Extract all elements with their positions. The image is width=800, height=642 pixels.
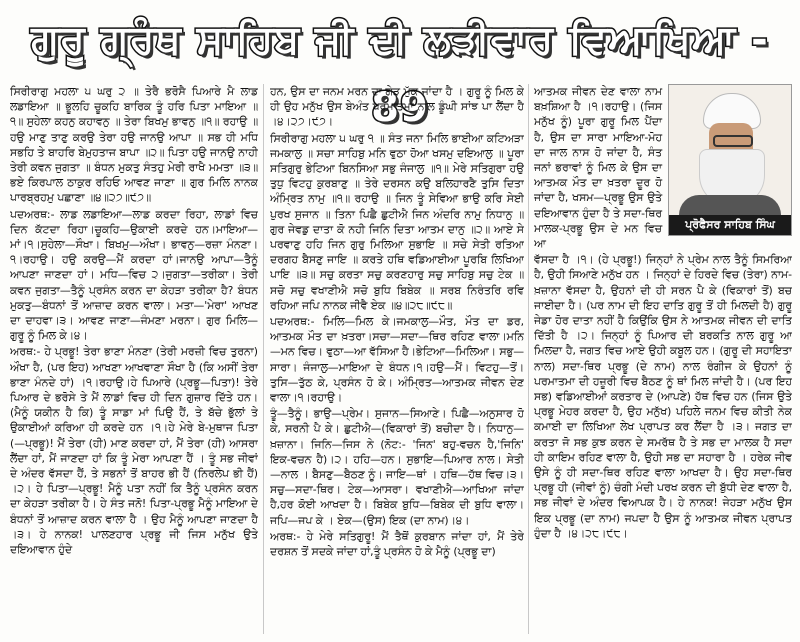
word-meanings: ਪਦਅਰਥ:- ਮਿਲਿ—ਮਿਲ ਕੇ।ਜਮਕਾਲੁ—ਮੌਤ, ਮੌਤ ਦਾ ਡਰ, ਆਤਮਕ ਮੌਤ ਦਾ ਖ਼ਤਰਾ।ਸਚਾ—ਸਦਾ—ਥਿਰ ਰਹਿਣ ਵਾਲਾ।ਮਨਿ—ਮਨ ਵਿਚ। ਵੁਠਾ—ਆ ਵੱਸਿਆ ਹੈ।ਭੇਟਿਆ—ਮਿਲਿਆ। ਸਭੁ—ਸਾਰਾ। ਜੰਜਾਲੁ—ਮਾਇਆ ਦੇ ਬੰਧਨ।੧।ਹਉ—ਮੈਂ। ਵਿਟਹੁ—ਤੋਂ। ਤੁਸਿ—ਤੁੱਠ ਕੇ, ਪ੍ਰਸੰਨ ਹੋ ਕੇ। ਅੰਮ੍ਰਿਤ—ਆਤਮਕ ਜੀਵਨ ਦੇਣ ਵਾਲਾ।੧।ਰਹਾਉ। bbox=[270, 315, 524, 405]
column-divider bbox=[528, 84, 529, 634]
meaning-continued: ਆਤਮਕ ਜੀਵਨ ਦੇਣ ਵਾਲਾ ਨਾਮ ਬਖ਼ਸ਼ਿਆ ਹੈ ।੧।ਰਹਾਉ। (ਜਿਸ ਮਨੁੱਖ ਨੂੰ) ਪੂਰਾ ਗੁਰੂ ਮਿਲ ਪੈਂਦਾ ਹੈ, ਉਸ ਦਾ ਸਾਰਾ ਮਾਇਆ-ਮੋਹ ਦਾ ਜਾਲ ਨਾਸ ਹੋ ਜਾਂਦਾ ਹੈ, ਸੰਤ ਜਨਾਂ ਭਰਾਵਾਂ ਨੂੰ ਮਿਲ ਕੇ ਉਸ ਦਾ ਆਤਮਕ ਮੌਤ ਦਾ ਖ਼ਤਰਾ ਦੂਰ ਹੋ ਜਾਂਦਾ ਹੈ, ਖਸਮ—ਪ੍ਰਭੂ ਉਸ ਉਤੇ ਦਇਆਵਾਨ ਹੁੰਦਾ ਹੈ ਤੇ ਸਦਾ-ਥਿਰ ਮਾਲਕ-ਪ੍ਰਭੂ ਉਸ ਦੇ ਮਨ ਵਿਚ ਆ bbox=[534, 85, 662, 251]
photo-caption: ਪ੍ਰੋਫੈਸਰ ਸਾਹਿਬ ਸਿੰਘ bbox=[669, 215, 791, 235]
gurbani-verse: ਸਿਰੀਰਾਗੁ ਮਹਲਾ ੫ ਘਰੁ ੨ ॥ ਤੇਰੈ ਭਰੋਸੈ ਪਿਆਰੇ ਮੈ ਲਾਡ ਲਡਾਇਆ ॥ ਭੂਲਹਿ ਚੂਕਹਿ ਬਾਰਿਕ ਤੂੰ ਹਰਿ ਪਿਤਾ ਮਾਇਆ ॥੧॥ ਸੁਹੇਲਾ ਕਹਨੁ ਕਹਾਵਨੁ ॥ ਤੇਰਾ ਬਿਖਮੁ ਭਾਵਨੁ ॥੧॥ ਰਹਾਉ ॥ ਹਉ ਮਾਣੁ ਤਾਣੁ ਕਰਉ ਤੇਰਾ ਹਉ ਜਾਨਉ ਆਪਾ ॥ ਸਭ ਹੀ ਮਧਿ ਸਭਹਿ ਤੇ ਬਾਹਰਿ ਬੇਮੁਹਤਾਜ ਬਾਪਾ ॥੨॥ ਪਿਤਾ ਹਉ ਜਾਨਉ ਨਾਹੀ ਤੇਰੀ ਕਵਨ ਜੁਗਤਾ ॥ ਬੰਧਨ ਮੁਕਤੁ ਸੰਤਹੁ ਮੇਰੀ ਰਾਖੈ ਮਮਤਾ ॥੩॥ ਭਏ ਕਿਰਪਾਲ ਠਾਕੁਰ ਰਹਿਓ ਆਵਣ ਜਾਣਾ ॥ ਗੁਰ ਮਿਲਿ ਨਾਨਕ ਪਾਰਬ੍ਰਹਮੁ ਪਛਾਣਾ ॥੪॥੨੭॥੯੭॥ bbox=[10, 85, 258, 205]
meaning-paragraph: ਵੱਸਦਾ ਹੈ ।੧। (ਹੇ ਪ੍ਰਭੂ!) ਜਿਨ੍ਹਾਂ ਨੇ ਪ੍ਰੇਮ ਨਾਲ ਤੈਨੂੰ ਸਿਮਰਿਆ ਹੈ, ਉਹੀ ਸਿਆਣੇ ਮਨੁੱਖ ਹਨ । ਜਿਨ੍ਹਾਂ ਦੇ ਹਿਰਦੇ ਵਿਚ (ਤੇਰਾ) ਨਾਮ-ਖ਼ਜ਼ਾਨਾ ਵੱਸਦਾ ਹੈ, ਉਹਨਾਂ ਦੀ ਹੀ ਸਰਨ ਪੈ ਕੇ (ਵਿਕਾਰਾਂ ਤੋਂ) ਬਚ ਜਾਈਦਾ ਹੈ। (ਪਰ ਨਾਮ ਦੀ ਇਹ ਦਾਤਿ ਗੁਰੂ ਤੋਂ ਹੀ ਮਿਲਦੀ ਹੈ) ਗੁਰੂ ਜੇਡਾ ਹੋਰ ਦਾਤਾ ਨਹੀਂ ਹੈ ਕਿਉਂਕਿ ਉਸ ਨੇ ਆਤਮਕ ਜੀਵਨ ਦੀ ਦਾਤਿ ਦਿੱਤੀ ਹੈ ।੨। ਜਿਨ੍ਹਾਂ ਨੂੰ ਪਿਆਰ ਦੀ ਬਰਕਤਿ ਨਾਲ ਗੁਰੂ ਆ ਮਿਲਦਾ ਹੈ, ਜਗਤ ਵਿਚ ਆਏ ਉਹੀ ਕਬੂਲ ਹਨ। (ਗੁਰੂ ਦੀ ਸਹਾਇਤਾ ਨਾਲ) ਸਦਾ-ਥਿਰ ਪ੍ਰਭੂ (ਦੇ ਨਾਮ) ਨਾਲ ਰੰਗੀਜ ਕੇ ਉਹਨਾਂ ਨੂੰ ਪਰਮਾਤਮਾ ਦੀ ਹਜ਼ੂਰੀ ਵਿਚ ਬੈਠਣ ਨੂੰ ਥਾਂ ਮਿਲ ਜਾਂਦੀ ਹੈ। (ਪਰ ਇਹ ਸਭ) ਵਡਿਆਈਆਂ ਕਰਤਾਰ ਦੇ (ਆਪਣੇ) ਹੱਥ ਵਿਚ ਹਨ (ਜਿਸ ਉਤੇ ਪ੍ਰਭੂ ਮੇਹਰ ਕਰਦਾ ਹੈ, ਉਹ ਮਨੁੱਖ) ਪਹਿਲੇ ਜਨਮ ਵਿਚ ਕੀਤੀ ਨੇਕ ਕਮਾਈ ਦਾ ਲਿਖਿਆ ਲੇਖ ਪ੍ਰਾਪਤ ਕਰ ਲੈਂਦਾ ਹੈ ।੩। ਜਗਤ ਦਾ ਕਰਤਾ ਜੋ ਸਭ ਕੁਝ ਕਰਨ ਦੇ ਸਮਰੱਥ ਹੈ ਤੇ ਸਭ ਦਾ ਮਾਲਕ ਹੈ ਸਦਾ ਹੀ ਕਾਇਮ ਰਹਿਣ ਵਾਲਾ ਹੈ, ਉਹੀ ਸਭ ਦਾ ਸਹਾਰਾ ਹੈ । ਹਰੇਕ ਜੀਵ ਉਸੇ ਨੂੰ ਹੀ ਸਦਾ-ਥਿਰ ਰਹਿਣ ਵਾਲਾ ਆਖਦਾ ਹੈ। ਉਹ ਸਦਾ-ਥਿਰ ਪ੍ਰਭੂ ਹੀ (ਜੀਵਾਂ ਨੂੰ) ਚੰਗੀ ਮੰਦੀ ਪਰਖ ਕਰਨ ਦੀ ਬੁੱਧੀ ਦੇਣ ਵਾਲਾ ਹੈ, ਸਭ ਜੀਵਾਂ ਦੇ ਅੰਦਰ ਵਿਆਪਕ ਹੈ। ਹੇ ਨਾਨਕ! ਜੇਹੜਾ ਮਨੁੱਖ ਉਸ ਇਕ ਪ੍ਰਭੂ (ਦਾ ਨਾਮ) ਜਪਦਾ ਹੈ ਉਸ ਨੂੰ ਆਤਮਕ ਜੀਵਨ ਪ੍ਰਾਪਤ ਹੁੰਦਾ ਹੈ ।੪।੨੮।੯੮। bbox=[534, 253, 792, 540]
meaning-paragraph: ਅਰਥ:- ਹੇ ਮੇਰੇ ਸਤਿਗੁਰੂ! ਮੈਂ ਤੈਥੋਂ ਕੁਰਬਾਨ ਜਾਂਦਾ ਹਾਂ, ਮੈਂ ਤੇਰੇ ਦਰਸ਼ਨ ਤੋਂ ਸਦਕੇ ਜਾਂਦਾ ਹਾਂ,ਤੂੰ ਪ੍ਰਸੰਨ ਹੋ ਕੇ ਮੈਨੂੰ (ਪ੍ਰਭੂ ਦਾ) bbox=[270, 529, 524, 559]
meaning-continued: ਹਨ, ਉਸ ਦਾ ਜਨਮ ਮਰਨ ਦਾ ਗੇੜ ਮੁੱਕ ਜਾਂਦਾ ਹੈ । ਗੁਰੂ ਨੂੰ ਮਿਲ ਕੇ ਹੀ ਉਹ ਮਨੁੱਖ ਉਸ ਬੇਅੰਤ ਪਰਮਾਤਮਾ ਨਾਲ ਡੂੰਘੀ ਸਾਂਝ ਪਾ ਲੈਂਦਾ ਹੈ ।੪।੨੭।੯੭। bbox=[270, 85, 524, 129]
meaning-paragraph: ਅਰਥ:- ਹੇ ਪ੍ਰਭੂ! ਤੇਰਾ ਭਾਣਾ ਮੰਨਣਾ (ਤੇਰੀ ਮਰਜ਼ੀ ਵਿਚ ਤੁਰਨਾ) ਔਖਾ ਹੈ, (ਪਰ ਇਹ) ਆਖਣਾ ਆਖਵਾਣਾ ਸੌਖਾ ਹੈ (ਕਿ ਅਸੀਂ ਤੇਰਾ ਭਾਣਾ ਮੰਨਦੇ ਹਾਂ) ।੧।ਰਹਾਉ।ਹੇ ਪਿਆਰੇ (ਪ੍ਰਭੂ—ਪਿਤਾ)! ਤੇਰੇ ਪਿਆਰ ਦੇ ਭਰੋਸੇ ਤੇ ਮੈਂ ਲਾਡਾਂ ਵਿਚ ਹੀ ਦਿਨ ਗੁਜ਼ਾਰ ਦਿੱਤੇ ਹਨ। (ਮੈਨੂੰ ਯਕੀਨ ਹੈ ਕਿ) ਤੂੰ ਸਾਡਾ ਮਾਂ ਪਿਉ ਹੈਂ, ਤੇ ਬੱਚੇ ਭੁੱਲਾਂ ਤੇ ਉਕਾਈਆਂ ਕਰਿਆ ਹੀ ਕਰਦੇ ਹਨ ।੧।ਹੇ ਮੇਰੇ ਬੇ-ਮੁਥਾਜ ਪਿਤਾ (—ਪ੍ਰਭੂ)! ਮੈਂ ਤੇਰਾ (ਹੀ) ਮਾਣ ਕਰਦਾ ਹਾਂ, ਮੈਂ ਤੇਰਾ (ਹੀ) ਆਸਰਾ ਲੈਂਦਾ ਹਾਂ, ਮੈਂ ਜਾਣਦਾ ਹਾਂ ਕਿ ਤੂੰ ਮੇਰਾ ਆਪਣਾ ਹੈਂ । ਤੂੰ ਸਭ ਜੀਵਾਂ ਦੇ ਅੰਦਰ ਵੱਸਦਾ ਹੈਂ, ਤੇ ਸਭਨਾਂ ਤੋਂ ਬਾਹਰ ਭੀ ਹੈਂ (ਨਿਰਲੇਪ ਭੀ ਹੈਂ) ।੨। ਹੇ ਪਿਤਾ—ਪ੍ਰਭੂ! ਮੈਨੂੰ ਪਤਾ ਨਹੀਂ ਕਿ ਤੈਨੂੰ ਪ੍ਰਸੰਨ ਕਰਨ ਦਾ ਕੇਹੜਾ ਤਰੀਕਾ ਹੈ। ਹੇ ਸੰਤ ਜਨੋ! ਪਿਤਾ-ਪ੍ਰਭੂ ਮੈਨੂੰ ਮਾਇਆ ਦੇ ਬੰਧਨਾਂ ਤੋਂ ਆਜ਼ਾਦ ਕਰਨ ਵਾਲਾ ਹੈ । ਉਹ ਮੈਨੂੰ ਆਪਣਾ ਜਾਣਦਾ ਹੈ ।੩। ਹੇ ਨਾਨਕ! ਪਾਲਣਹਾਰ ਪ੍ਰਭੂ ਜੀ ਜਿਸ ਮਨੁੱਖ ਉਤੇ ਦਇਆਵਾਨ ਹੁੰਦੇ bbox=[10, 345, 258, 557]
column-2 bbox=[270, 84, 524, 634]
author-photo bbox=[668, 84, 792, 236]
word-meanings-continued: ਤੂੰ—ਤੈਨੂੰ। ਭਾਉ—ਪ੍ਰੇਮ। ਸੁਜਾਨ—ਸਿਆਣੇ। ਪਿਛੈ—ਅਨੁਸਾਰ ਹੋ ਕੇ, ਸਰਨੀ ਪੈ ਕੇ। ਛੁਟੀਐ—(ਵਿਕਾਰਾਂ ਤੋਂ) ਬਚੀਦਾ ਹੈ। ਨਿਧਾਨੁ—ਖ਼ਜ਼ਾਨਾ। ਜਿਨਿ—ਜਿਸ ਨੇ (ਨੋਟ:- 'ਜਿਨ' ਬਹੁ-ਵਚਨ ਹੈ,'ਜਿਨਿ' ਇਕ-ਵਚਨ ਹੈ)।੨। ਹਹਿ—ਹਨ। ਸੁਭਾਇ—ਪਿਆਰ ਨਾਲ। ਸੇਤੀ—ਨਾਲ । ਬੈਸਣੁ—ਬੈਠਣ ਨੂੰ। ਜਾਇ—ਥਾਂ । ਹਥਿ—ਹੱਥ ਵਿਚ।੩।ਸਚੁ—ਸਦਾ-ਥਿਰ। ਟੇਕ—ਆਸਰਾ। ਵਖਾਣੀਐ—ਆਖਿਆ ਜਾਂਦਾ ਹੈ,ਹਰ ਕੋਈ ਆਖਦਾ ਹੈ। ਬਿਬੇਕ ਬੁਧਿ—ਬਿਬੇਕ ਦੀ ਬੁਧਿ ਵਾਲਾ।ਜਪਿ—ਜਪ ਕੇ । ਏਕ—(ਉਸ) ਇਕ (ਦਾ ਨਾਮ)।੪। bbox=[270, 407, 524, 527]
gurbani-verse: ਸਿਰੀਰਾਗੁ ਮਹਲਾ ੫ ਘਰੁ ੧ ॥ ਸੰਤ ਜਨਾ ਮਿਲਿ ਭਾਈਆ ਕਟਿਅੜਾ ਜਮਕਾਲੁ ॥ ਸਚਾ ਸਾਹਿਬੁ ਮਨਿ ਵੁਠਾ ਹੋਆ ਖਸਮੁ ਦਇਆਲੁ ॥ ਪੂਰਾ ਸਤਿਗੁਰੁ ਭੇਟਿਆ ਬਿਨਸਿਆ ਸਭੁ ਜੰਜਾਲੁ ॥੧॥ ਮੇਰੇ ਸਤਿਗੁਰਾ ਹਉ ਤੁਧੁ ਵਿਟਹੁ ਕੁਰਬਾਣੁ ॥ ਤੇਰੇ ਦਰਸਨ ਕਉ ਬਲਿਹਾਰਣੈ ਤੁਸਿ ਦਿਤਾ ਅੰਮ੍ਰਿਤ ਨਾਮੁ ॥੧॥ ਰਹਾਉ ॥ ਜਿਨ ਤੂੰ ਸੇਵਿਆ ਭਾਉ ਕਰਿ ਸੇਈ ਪੁਰਖ ਸੁਜਾਨ ॥ ਤਿਨਾ ਪਿਛੈ ਛੁਟੀਐ ਜਿਨ ਅੰਦਰਿ ਨਾਮੁ ਨਿਧਾਨੁ ॥ ਗੁਰ ਜੇਵਡੁ ਦਾਤਾ ਕੋ ਨਹੀ ਜਿਨਿ ਦਿਤਾ ਆਤਮ ਦਾਨੁ ॥੨॥ ਆਏ ਸੇ ਪਰਵਾਣੁ ਹਹਿ ਜਿਨ ਗੁਰੁ ਮਿਲਿਆ ਸੁਭਾਇ ॥ ਸਚੇ ਸੇਤੀ ਰਤਿਆ ਦਰਗਹ ਬੈਸਣੁ ਜਾਇ ॥ ਕਰਤੇ ਹਥਿ ਵਡਿਆਈਆ ਪੂਰਬਿ ਲਿਖਿਆ ਪਾਇ ॥੩॥ ਸਚੁ ਕਰਤਾ ਸਚੁ ਕਰਣਹਾਰੁ ਸਚੁ ਸਾਹਿਬੁ ਸਚੁ ਟੇਕ ॥ ਸਚੋ ਸਚੁ ਵਖਾਣੀਐ ਸਚੋ ਬੁਧਿ ਬਿਬੇਕ ॥ ਸਰਬ ਨਿਰੰਤਰਿ ਰਵਿ ਰਹਿਆ ਜਪਿ ਨਾਨਕ ਜੀਵੈ ਏਕ ॥੪॥੨੮॥੯੮॥ bbox=[270, 131, 524, 312]
column-divider bbox=[263, 84, 264, 634]
shirt-shape bbox=[679, 195, 781, 215]
column-1 bbox=[10, 84, 258, 634]
glasses-shape bbox=[713, 135, 753, 147]
word-meanings: ਪਦਅਰਥ:- ਲਾਡ ਲਡਾਇਆ—ਲਾਡ ਕਰਦਾ ਰਿਹਾ, ਲਾਡਾਂ ਵਿਚ ਦਿਨ ਕੱਟਦਾ ਰਿਹਾ।ਚੂਕਹਿ—ਉਕਾਈ ਕਰਦੇ ਹਨ।ਮਾਇਆ—ਮਾਂ।੧।ਸੁਹੇਲਾ—ਸੌਖਾ। ਬਿਖਮੁ—ਔਖਾ। ਭਾਵਨੁ—ਰਜ਼ਾ ਮੰਨਣਾ।੧।ਰਹਾਉ। ਹਉ ਕਰਉ—ਮੈਂ ਕਰਦਾ ਹਾਂ।ਜਾਨਉ ਆਪਾ—ਤੈਨੂੰ ਆਪਣਾ ਜਾਣਦਾ ਹਾਂ। ਮਧਿ—ਵਿਚ ੨।ਜੁਗਤਾ—ਤਰੀਕਾ। ਤੇਰੀ ਕਵਨ ਜੁਗਤਾ—ਤੈਨੂੰ ਪ੍ਰਸੰਨ ਕਰਨ ਦਾ ਕੇਹੜਾ ਤਰੀਕਾ ਹੈ? ਬੰਧਨ ਮੁਕਤੁ—ਬੰਧਨਾਂ ਤੋਂ ਆਜ਼ਾਦ ਕਰਨ ਵਾਲਾ। ਮਤਾ—'ਮੇਰਾ' ਆਖਣ ਦਾ ਦਾਹਵਾ।੩। ਆਵਣ ਜਾਣਾ—ਜੰਮਣਾ ਮਰਨਾ। ਗੁਰ ਮਿਲਿ—ਗੁਰੂ ਨੂੰ ਮਿਲ ਕੇ।੪। bbox=[10, 207, 258, 343]
page-title: ਗੁਰੂ ਗ੍ਰੰਥ ਸਾਹਿਬ ਜੀ ਦੀ ਲੜੀਵਾਰ ਵਿਆਖਿਆ - 89 bbox=[31, 17, 769, 131]
column-3 bbox=[534, 84, 792, 634]
